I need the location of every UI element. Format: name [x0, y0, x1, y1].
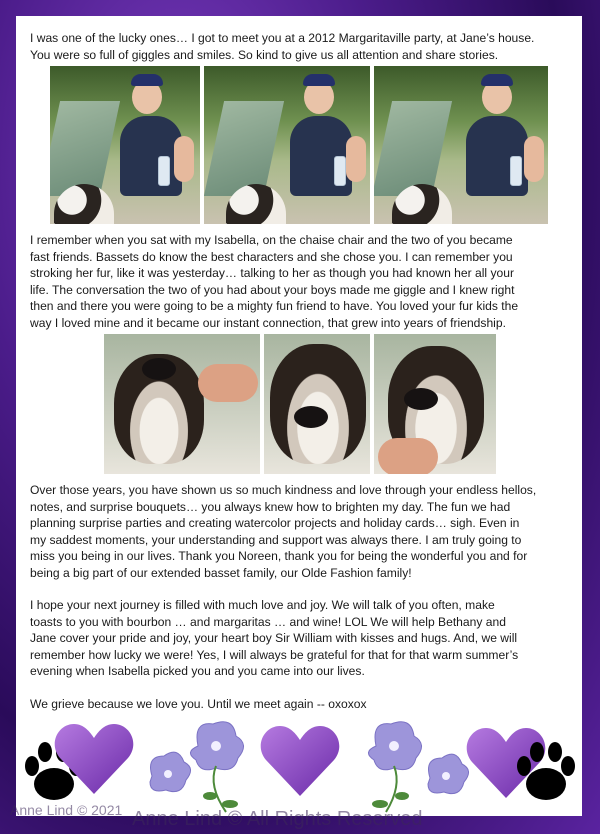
paragraph-5: We grieve because we love you. Until we meet again -- oxoxox — [30, 697, 367, 711]
photo-basset-3 — [374, 334, 496, 474]
paragraph-1: I was one of the lucky ones… I got to meet you at a 2012 Margaritaville party, at Jane’s house. You were so full of giggles and smiles. So kind to give us all attention and share stories. — [30, 31, 535, 62]
letter-page — [16, 16, 582, 816]
heart-icon — [260, 724, 340, 798]
photo-basset-2 — [264, 334, 370, 474]
photo-woman-laughing-1 — [50, 66, 200, 224]
photo-strip-basset — [104, 334, 496, 474]
paragraph-4: I hope your next journey is filled with much love and joy. We will talk of you often, make toasts to you with bourbon … and margaritas … and wine! LOL We will help Bethany and Jane cover your pride and joy, your heart boy Sir William with kisses and hugs. And, we will remember how lucky we were! Yes, I will always be grateful for that for that warm summer’s evening when Isabella picked you and you came into our lives. — [30, 598, 519, 679]
paw-print-icon — [512, 738, 580, 806]
photo-woman-laughing-2 — [204, 66, 370, 224]
photo-basset-1 — [104, 334, 260, 474]
photo-woman-laughing-3 — [374, 66, 548, 224]
petunia-flower-icon — [138, 716, 268, 816]
heart-icon — [54, 722, 134, 796]
paragraph-3: Over those years, you have shown us so much kindness and love through your endless hellos, notes, and surprise bouquets… you always knew how to brighten my day. The fun we had planning surprise parties and creating watercolor projects and holiday cards… sigh. Even in my saddest moments, your understanding and support was always there. I am truly going to miss you being in our lives. Thank you Noreen, thank you for being the wonderful you and for being a big part of our extended basset family, our Olde Fashion family! — [30, 483, 537, 580]
watermark-small: Anne Lind © 2021 — [10, 802, 123, 818]
watermark-large: Anne Lind © All Rights Reserved — [132, 808, 423, 830]
petunia-flower-icon — [346, 716, 476, 816]
photo-strip-party — [50, 66, 548, 224]
paragraph-2: I remember when you sat with my Isabella, on the chaise chair and the two of you became fast friends. Bassets do know the best characters and she chose you. I can remember you stroking her fur, like it was yesterday… talking to her as though you had known her all your life. The conversation the two of you had about your boys made me giggle and I knew right then and there you were going to be a mighty fun friend to have. You loved your fur kids the way I loved mine and it became our instant connection, that grew into years of friendship. — [30, 233, 519, 330]
